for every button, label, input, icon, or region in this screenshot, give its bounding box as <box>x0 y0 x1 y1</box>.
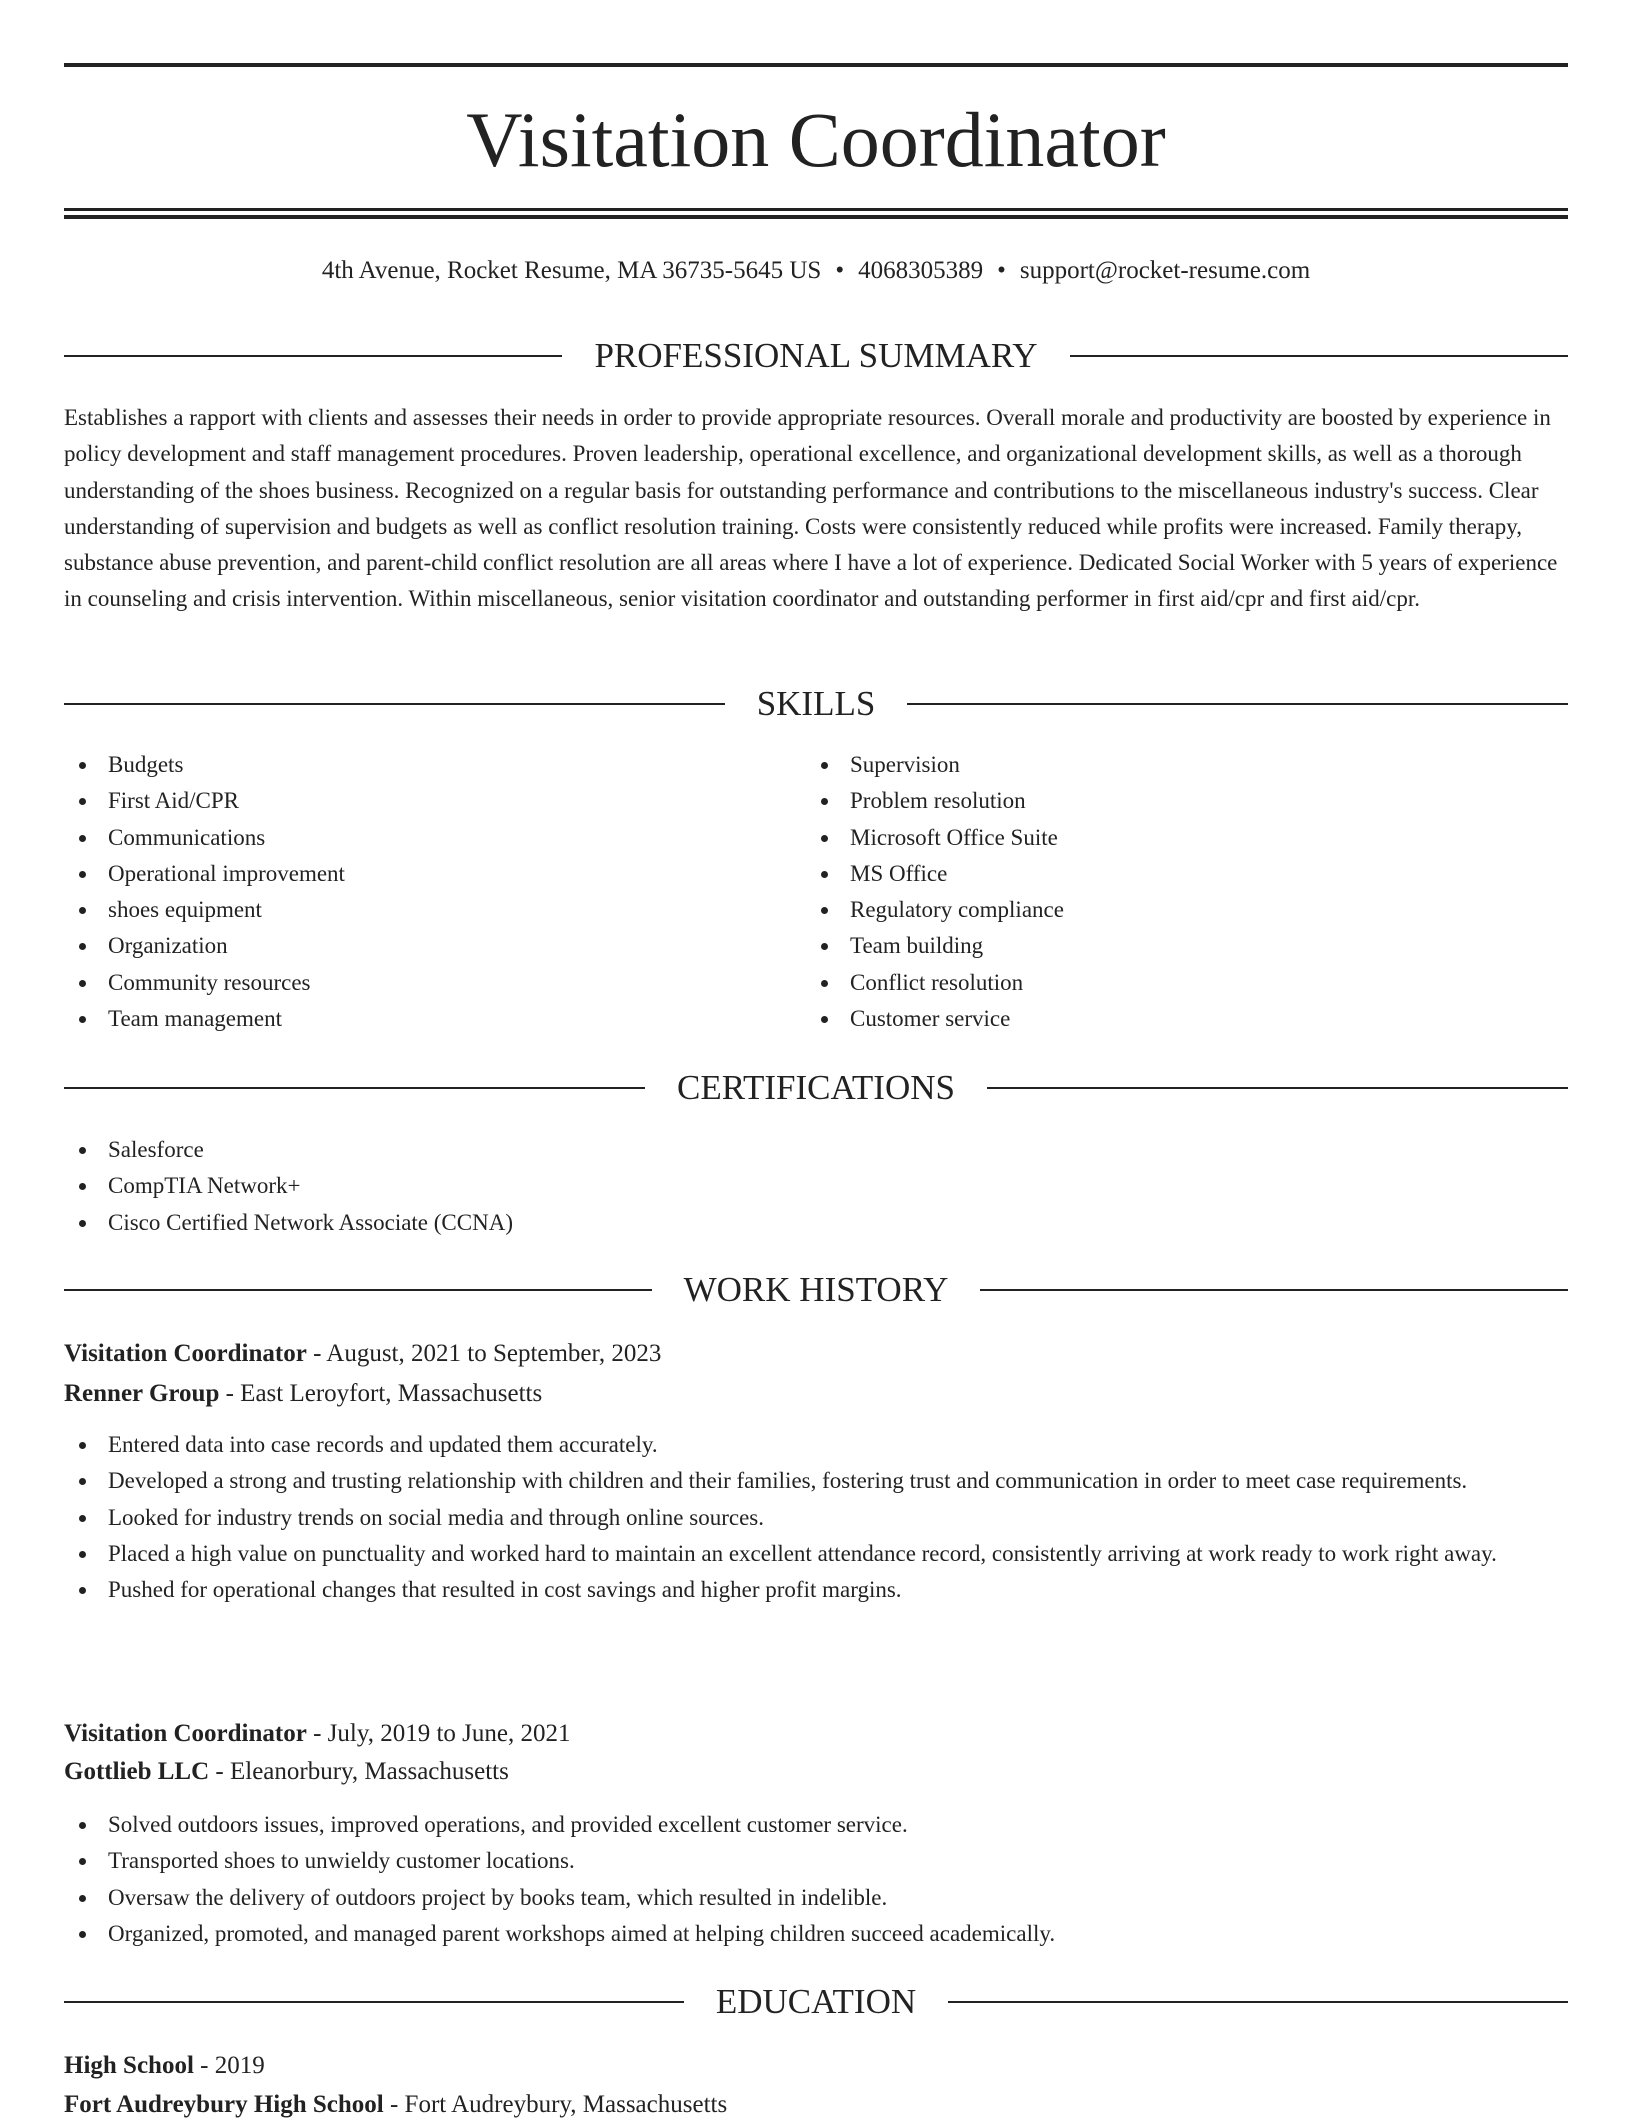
education-school-line <box>64 2088 1568 2122</box>
job-bullet: Entered data into case records and updated them accurately. <box>64 1427 1568 1463</box>
summary-text: Establishes a rapport with clients and assesses their needs in order to provide appropriate resources. Overall morale and productivity are boosted by experience in policy development and staff management procedures. Proven leadership, operational excellence, and organizational development skills, as well as a thorough understanding of the shoes business. Recognized on a regular basis for outstanding performance and contributions to the miscellaneous industry's success. Clear understanding of supervision and budgets as well as conflict resolution training. Costs were consistently reduced while profits were increased. Family therapy, substance abuse prevention, and parent-child conflict resolution are all areas where I have a lot of experience. Dedicated Social Worker with 5 years of experience in counseling and crisis intervention. Within miscellaneous, senior visitation coordinator and outstanding performer in first aid/cpr and first aid/cpr. <box>64 405 1558 612</box>
job-location: - Eleanorbury, Massachusetts <box>209 1758 509 1785</box>
section-heading-summary <box>64 334 1568 378</box>
contact-address: 4th Avenue, Rocket Resume, MA 36735-5645 US <box>321 257 822 284</box>
certification-item: Salesforce <box>64 1132 1568 1168</box>
section-title: CERTIFICATIONS <box>677 1068 955 1107</box>
contact-line <box>64 254 1568 288</box>
job-company-line <box>64 1377 1568 1411</box>
job-bullet: Organized, promoted, and managed parent workshops aimed at helping children succeed academically. <box>64 1916 1568 1952</box>
job-dates: - August, 2021 to September, 2023 <box>306 1340 662 1367</box>
job-bullet: Solved outdoors issues, improved operations, and provided excellent customer service. <box>64 1807 1568 1843</box>
heading-rule-left <box>64 703 725 705</box>
heading-rule-left <box>64 2001 684 2003</box>
skill-item: Team management <box>64 1001 764 1037</box>
title-rule-lower <box>64 215 1568 219</box>
job-title: Visitation Coordinator <box>64 1340 307 1367</box>
job-dates: - July, 2019 to June, 2021 <box>306 1720 571 1747</box>
section-heading-work-history <box>64 1268 1568 1312</box>
certification-item: Cisco Certified Network Associate (CCNA) <box>64 1205 1568 1241</box>
section-title: SKILLS <box>756 684 876 723</box>
job-title-line <box>64 1717 1568 1751</box>
skill-item: MS Office <box>806 856 1506 892</box>
skills-list-left <box>64 747 764 1037</box>
heading-rule-right <box>987 1087 1568 1089</box>
skill-item: Operational improvement <box>64 856 764 892</box>
heading-rule-right <box>1070 355 1568 357</box>
skill-item: Problem resolution <box>806 783 1506 819</box>
education-school: Fort Audreybury High School <box>64 2091 384 2118</box>
job-bullet: Oversaw the delivery of outdoors project by books team, which resulted in indelible. <box>64 1880 1568 1916</box>
job-bullet: Looked for industry trends on social media and through online sources. <box>64 1500 1568 1536</box>
job-bullet: Pushed for operational changes that resulted in cost savings and higher profit margins. <box>64 1572 1568 1608</box>
certification-item: CompTIA Network+ <box>64 1168 1568 1204</box>
heading-rule-left <box>64 1289 652 1291</box>
title-rule-upper <box>64 208 1568 211</box>
certifications-list <box>64 1132 1568 1241</box>
skill-item: Budgets <box>64 747 764 783</box>
job-company: Renner Group <box>64 1380 220 1407</box>
section-title: WORK HISTORY <box>683 1270 949 1309</box>
section-heading-certifications <box>64 1066 1568 1110</box>
skill-item: Microsoft Office Suite <box>806 820 1506 856</box>
job-bullet: Placed a high value on punctuality and worked hard to maintain an excellent attendance record, consistently arriving at work ready to work right away. <box>64 1536 1568 1572</box>
education-year: - 2019 <box>193 2052 265 2079</box>
education-degree-line <box>64 2049 1568 2083</box>
job-location: - East Leroyfort, Massachusetts <box>219 1380 543 1407</box>
contact-separator: • <box>997 257 1006 284</box>
section-heading-skills <box>64 682 1568 726</box>
job-title-line <box>64 1337 1568 1371</box>
section-heading-education <box>64 1980 1568 2024</box>
heading-rule-right <box>907 703 1568 705</box>
job-bullet: Transported shoes to unwieldy customer locations. <box>64 1843 1568 1879</box>
skill-item: Team building <box>806 928 1506 964</box>
section-title: PROFESSIONAL SUMMARY <box>594 336 1038 375</box>
contact-phone: 4068305389 <box>858 257 984 284</box>
job-company: Gottlieb LLC <box>64 1758 210 1785</box>
education-location: - Fort Audreybury, Massachusetts <box>383 2091 728 2118</box>
heading-rule-right <box>980 1289 1568 1291</box>
heading-rule-left <box>64 355 562 357</box>
heading-rule-right <box>948 2001 1568 2003</box>
job-bullet: Developed a strong and trusting relationship with children and their families, fostering trust and communication in order to meet case requirements. <box>64 1463 1568 1499</box>
skills-list-right <box>806 747 1506 1037</box>
job-bullets <box>64 1807 1568 1952</box>
contact-email: support@rocket-resume.com <box>1019 257 1311 284</box>
section-title: EDUCATION <box>715 1982 917 2021</box>
skill-item: Customer service <box>806 1001 1506 1037</box>
skill-item: Regulatory compliance <box>806 892 1506 928</box>
skill-item: Supervision <box>806 747 1506 783</box>
skill-item: First Aid/CPR <box>64 783 764 819</box>
skill-item: Conflict resolution <box>806 965 1506 1001</box>
contact-separator: • <box>835 257 845 284</box>
skill-item: Community resources <box>64 965 764 1001</box>
heading-rule-left <box>64 1087 645 1089</box>
skill-item: Organization <box>64 928 764 964</box>
job-bullets <box>64 1427 1568 1608</box>
skill-item: Communications <box>64 820 764 856</box>
top-rule <box>64 63 1568 67</box>
skill-item: shoes equipment <box>64 892 764 928</box>
education-degree: High School <box>64 2052 194 2079</box>
page-title: Visitation Coordinator <box>466 96 1166 183</box>
job-title: Visitation Coordinator <box>64 1720 307 1747</box>
job-company-line <box>64 1755 1568 1789</box>
